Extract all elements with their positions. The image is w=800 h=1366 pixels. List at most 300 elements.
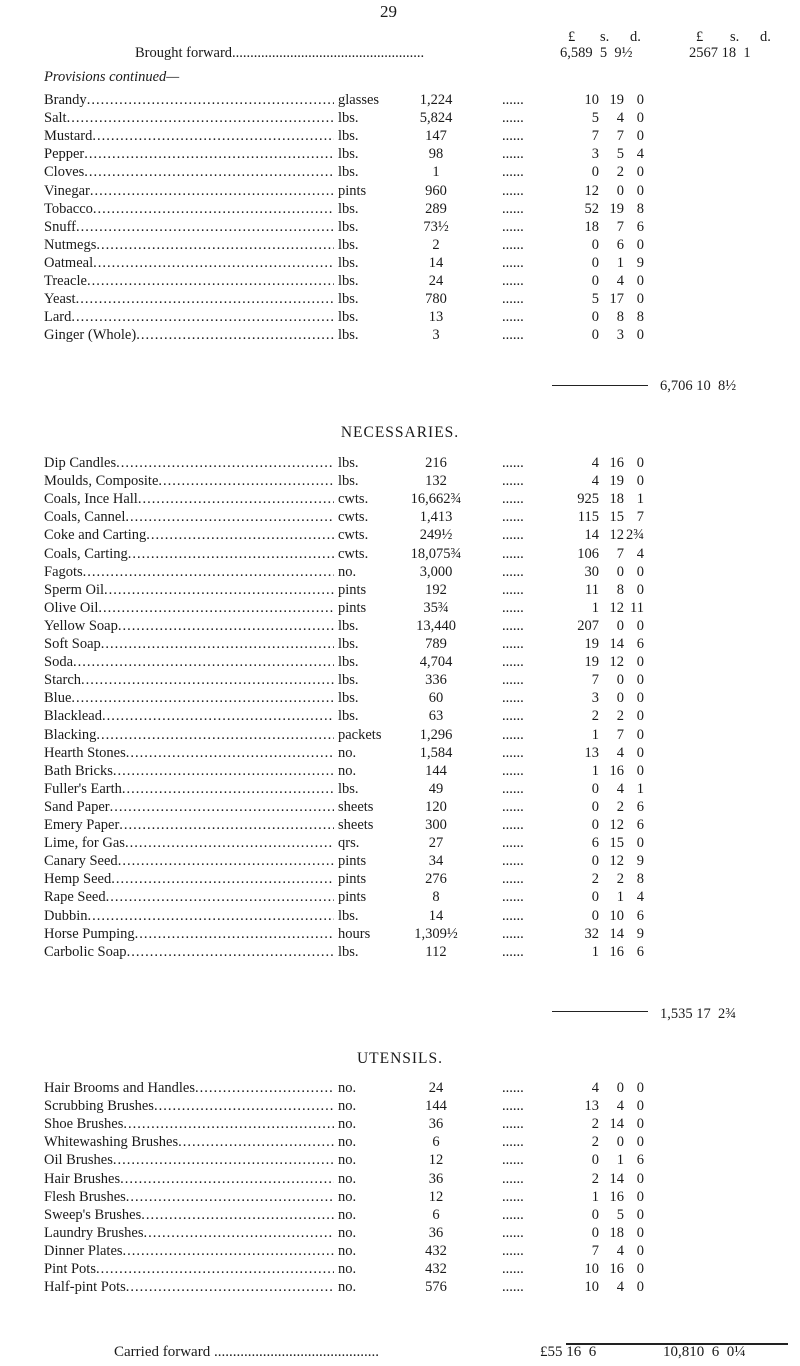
item-quantity: 36 xyxy=(428,1224,444,1241)
item-unit: pints xyxy=(338,889,367,906)
item-name: Snuff ..... xyxy=(44,219,334,236)
leader-dots: ...... xyxy=(502,1080,524,1096)
item-shillings: 6 xyxy=(616,236,624,253)
item-quantity: 16,662¾ xyxy=(410,491,462,508)
item-name: Laundry Brushes ..... xyxy=(44,1225,334,1242)
item-pence: 0 xyxy=(636,164,644,181)
item-pounds: 2 xyxy=(591,1116,599,1133)
item-pence: 0 xyxy=(636,1134,644,1151)
item-pence: 0 xyxy=(636,236,644,253)
item-unit: lbs. xyxy=(338,146,359,163)
item-unit: no. xyxy=(338,762,357,779)
item-quantity: 144 xyxy=(425,1098,447,1115)
table-row xyxy=(0,690,800,710)
item-shillings: 4 xyxy=(616,273,624,289)
provisions-subtotal: 6,706 10 8½ xyxy=(660,378,737,394)
item-name: Oil Brushes ..... xyxy=(44,1152,334,1169)
table-row xyxy=(0,926,800,946)
item-name: Hearth Stones ..... xyxy=(44,745,334,762)
item-pounds: 18 xyxy=(584,218,599,235)
item-unit: lbs. xyxy=(338,943,359,960)
item-quantity: 98 xyxy=(428,146,444,163)
item-pence: 0 xyxy=(636,1188,644,1205)
item-quantity: 36 xyxy=(428,1116,444,1133)
leader-dots: ...... xyxy=(502,291,524,308)
item-pounds: 207 xyxy=(577,617,599,634)
item-shillings: 8 xyxy=(616,581,624,598)
leader-dots: ...... xyxy=(502,943,524,960)
table-row xyxy=(0,201,800,221)
item-name: Hemp Seed ..... xyxy=(44,871,334,888)
item-pounds: 19 xyxy=(584,636,599,652)
item-unit: glasses xyxy=(338,92,380,108)
item-pence: 0 xyxy=(636,744,644,761)
leader-dots: ...... xyxy=(502,218,524,235)
item-name: Horse Pumping ..... xyxy=(44,926,334,943)
item-pence: 2¾ xyxy=(626,527,645,544)
item-pounds: 3 xyxy=(591,146,599,163)
leader-dots: ...... xyxy=(502,128,524,145)
item-quantity: 300 xyxy=(425,817,447,833)
provisions-heading-text: Provisions continued— xyxy=(44,69,180,85)
leader-dots: ...... xyxy=(502,182,524,199)
brought-forward-text: Brought forward xyxy=(135,45,233,61)
item-pence: 1 xyxy=(636,491,644,508)
item-name: Lime, for Gas ..... xyxy=(44,835,334,852)
item-name: Fuller's Earth ..... xyxy=(44,781,334,798)
item-shillings: 1 xyxy=(616,1152,624,1169)
leader-dots: ...... xyxy=(502,1279,524,1296)
item-pounds: 0 xyxy=(591,853,599,870)
item-quantity: 1,309½ xyxy=(414,925,458,942)
item-pence: 0 xyxy=(636,762,644,779)
table-row xyxy=(0,727,800,747)
item-quantity: 18,075¾ xyxy=(410,545,462,562)
item-unit: lbs. xyxy=(338,455,359,471)
item-quantity: 12 xyxy=(428,1188,444,1205)
leader-dots: ...... xyxy=(502,473,524,490)
item-shillings: 4 xyxy=(616,744,624,761)
item-pence: 0 xyxy=(636,690,644,707)
necessaries-subtotal-rule xyxy=(552,1011,648,1012)
item-unit: no. xyxy=(338,1224,357,1241)
leader-dots: ...... xyxy=(502,617,524,634)
item-pence: 0 xyxy=(636,835,644,852)
table-row xyxy=(0,600,800,620)
item-quantity: 1,413 xyxy=(419,509,453,526)
item-pounds: 4 xyxy=(591,1080,599,1096)
item-pounds: 7 xyxy=(591,672,599,689)
item-pounds: 4 xyxy=(591,455,599,471)
item-pounds: 10 xyxy=(584,1279,599,1296)
leader-dots: ...... xyxy=(502,236,524,253)
item-name: Dubbin ..... xyxy=(44,908,334,925)
item-quantity: 5,824 xyxy=(419,110,453,127)
item-shillings: 18 xyxy=(609,491,624,508)
leader-dots: ...... xyxy=(502,1170,524,1187)
leader-dots: ...... xyxy=(502,817,524,833)
item-pounds: 0 xyxy=(591,1224,599,1241)
item-name: Treacle ..... xyxy=(44,273,334,290)
item-quantity: 36 xyxy=(428,1170,444,1187)
table-row xyxy=(0,1116,800,1136)
item-pounds: 106 xyxy=(577,545,599,562)
leader-dots: ..................................................... xyxy=(232,45,425,61)
item-pounds: 0 xyxy=(591,254,599,271)
item-pounds: 2 xyxy=(591,1170,599,1187)
item-shillings: 16 xyxy=(609,1261,624,1277)
leader-dots: ...... xyxy=(502,762,524,779)
item-name: Bath Bricks ..... xyxy=(44,763,334,780)
table-row xyxy=(0,327,800,347)
leader-dots: ...... xyxy=(502,1116,524,1133)
item-pence: 0 xyxy=(636,327,644,344)
item-unit: cwts. xyxy=(338,491,369,508)
header-shillings-1: s. xyxy=(600,29,610,45)
table-row xyxy=(0,908,800,928)
item-shillings: 19 xyxy=(609,92,624,108)
item-name: Coals, Carting ..... xyxy=(44,546,334,563)
table-row xyxy=(0,255,800,275)
item-shillings: 16 xyxy=(609,455,624,471)
item-unit: lbs. xyxy=(338,128,359,145)
item-pounds: 0 xyxy=(591,817,599,833)
item-pounds: 10 xyxy=(584,92,599,108)
item-quantity: 24 xyxy=(428,1080,444,1096)
item-shillings: 4 xyxy=(616,1098,624,1115)
table-row xyxy=(0,273,800,293)
item-shillings: 12 xyxy=(609,527,624,544)
item-shillings: 7 xyxy=(616,218,624,235)
item-quantity: 13 xyxy=(428,309,444,326)
table-row xyxy=(0,672,800,692)
item-pounds: 2 xyxy=(591,1134,599,1151)
item-name: Soda ..... xyxy=(44,654,334,671)
item-pence: 0 xyxy=(636,455,644,471)
carried-forward-label xyxy=(114,1344,379,1361)
leader-dots: ...... xyxy=(502,871,524,888)
item-name: Pint Pots ..... xyxy=(44,1261,334,1278)
item-pence: 0 xyxy=(636,1224,644,1241)
item-pounds: 6 xyxy=(591,835,599,852)
item-name: Blacking ..... xyxy=(44,727,334,744)
item-name: Tobacco ..... xyxy=(44,201,334,218)
item-pence: 6 xyxy=(636,798,644,815)
table-row xyxy=(0,1171,800,1191)
item-quantity: 6 xyxy=(432,1206,440,1223)
item-name: Sweep's Brushes ..... xyxy=(44,1207,334,1224)
item-name: Fagots ..... xyxy=(44,564,334,581)
item-quantity: 14 xyxy=(428,907,444,924)
header-pounds-1: £ xyxy=(568,29,576,45)
item-quantity: 336 xyxy=(425,672,447,689)
leader-dots: ...... xyxy=(502,1206,524,1223)
leader-dots: ...... xyxy=(502,780,524,797)
item-name: Half-pint Pots ..... xyxy=(44,1279,334,1296)
carried-forward-amount: £55 16 6 xyxy=(540,1344,597,1360)
item-shillings: 10 xyxy=(609,907,624,924)
leader-dots: ...... xyxy=(502,563,524,580)
table-row xyxy=(0,1207,800,1227)
item-pence: 4 xyxy=(636,146,644,163)
item-unit: cwts. xyxy=(338,545,369,562)
leader-dots: ...... xyxy=(502,744,524,761)
item-shillings: 14 xyxy=(609,1170,624,1187)
table-row xyxy=(0,654,800,674)
item-unit: no. xyxy=(338,1261,357,1277)
item-name: Rape Seed ..... xyxy=(44,889,334,906)
table-row xyxy=(0,164,800,184)
item-name: Brandy ..... xyxy=(44,92,334,109)
item-shillings: 7 xyxy=(616,726,624,743)
table-row xyxy=(0,763,800,783)
table-row xyxy=(0,871,800,891)
leader-dots: ...... xyxy=(502,798,524,815)
item-shillings: 14 xyxy=(609,636,624,652)
table-row xyxy=(0,1243,800,1263)
item-pence: 0 xyxy=(636,182,644,199)
leader-dots: ...... xyxy=(502,690,524,707)
item-shillings: 8 xyxy=(616,309,624,326)
table-row xyxy=(0,781,800,801)
item-quantity: 34 xyxy=(428,853,444,870)
item-pence: 0 xyxy=(636,1098,644,1115)
item-pounds: 1 xyxy=(591,726,599,743)
item-pounds: 13 xyxy=(584,1098,599,1115)
item-pence: 6 xyxy=(636,907,644,924)
brought-forward-amount-2: 2567 18 1 xyxy=(689,45,751,61)
item-shillings: 14 xyxy=(609,925,624,942)
item-shillings: 15 xyxy=(609,509,624,526)
item-name: Carbolic Soap ..... xyxy=(44,944,334,961)
header-pence-1: d. xyxy=(630,29,641,45)
item-quantity: 249½ xyxy=(419,527,453,544)
item-name: Vinegar ..... xyxy=(44,183,334,200)
leader-dots: ...... xyxy=(502,92,524,108)
leader-dots: ...... xyxy=(502,672,524,689)
item-pence: 0 xyxy=(636,654,644,671)
item-unit: lbs. xyxy=(338,254,359,271)
carried-forward-text: Carried forward xyxy=(114,1344,211,1360)
leader-dots: ...... xyxy=(502,455,524,471)
item-pounds: 11 xyxy=(585,581,599,598)
item-name: Cloves ..... xyxy=(44,164,334,181)
item-pence: 0 xyxy=(636,1206,644,1223)
item-shillings: 16 xyxy=(609,762,624,779)
item-quantity: 576 xyxy=(425,1279,447,1296)
item-pence: 9 xyxy=(636,853,644,870)
item-pence: 0 xyxy=(636,581,644,598)
item-pounds: 1 xyxy=(591,943,599,960)
item-quantity: 3,000 xyxy=(419,563,453,580)
item-pounds: 12 xyxy=(584,182,599,199)
item-name: Sperm Oil ..... xyxy=(44,582,334,599)
item-shillings: 2 xyxy=(616,871,624,888)
item-shillings: 16 xyxy=(609,943,624,960)
table-row xyxy=(0,1225,800,1245)
leader-dots: ...... xyxy=(502,509,524,526)
item-name: Hair Brooms and Handles ..... xyxy=(44,1080,334,1097)
item-quantity: 14 xyxy=(428,254,444,271)
leader-dots: ...... xyxy=(502,925,524,942)
item-shillings: 0 xyxy=(616,1080,624,1096)
item-shillings: 14 xyxy=(609,1116,624,1133)
item-pounds: 0 xyxy=(591,798,599,815)
table-row xyxy=(0,889,800,909)
item-unit: no. xyxy=(338,1279,357,1296)
item-name: Sand Paper ..... xyxy=(44,799,334,816)
leader-dots: ...... xyxy=(502,254,524,271)
item-unit: lbs. xyxy=(338,907,359,924)
item-unit: no. xyxy=(338,1134,357,1151)
item-shillings: 19 xyxy=(609,200,624,217)
item-name: Starch ..... xyxy=(44,672,334,689)
table-row xyxy=(0,636,800,656)
table-row xyxy=(0,618,800,638)
item-quantity: 289 xyxy=(425,200,447,217)
leader-dots: ...... xyxy=(502,636,524,652)
brought-forward-amount: 6,589 5 9½ xyxy=(560,45,633,61)
item-shillings: 18 xyxy=(609,1224,624,1241)
item-pence: 6 xyxy=(636,943,644,960)
leader-dots: ...... xyxy=(502,581,524,598)
item-unit: lbs. xyxy=(338,708,359,725)
item-unit: no. xyxy=(338,744,357,761)
item-pence: 6 xyxy=(636,636,644,652)
item-shillings: 15 xyxy=(609,835,624,852)
item-shillings: 0 xyxy=(616,690,624,707)
item-shillings: 7 xyxy=(616,545,624,562)
item-quantity: 27 xyxy=(428,835,444,852)
item-quantity: 112 xyxy=(425,943,447,960)
item-name: Yeast ..... xyxy=(44,291,334,308)
item-quantity: 1,584 xyxy=(419,744,453,761)
table-row xyxy=(0,473,800,493)
item-shillings: 12 xyxy=(609,817,624,833)
item-quantity: 144 xyxy=(425,762,447,779)
item-quantity: 6 xyxy=(432,1134,440,1151)
table-row xyxy=(0,291,800,311)
item-pence: 6 xyxy=(636,817,644,833)
item-unit: cwts. xyxy=(338,509,369,526)
item-shillings: 2 xyxy=(616,164,624,181)
item-pence: 0 xyxy=(636,110,644,127)
item-pounds: 52 xyxy=(584,200,599,217)
table-row xyxy=(0,835,800,855)
item-pence: 0 xyxy=(636,726,644,743)
item-unit: lbs. xyxy=(338,654,359,671)
item-pounds: 30 xyxy=(584,563,599,580)
item-shillings: 12 xyxy=(609,654,624,671)
item-unit: pints xyxy=(338,599,367,616)
item-quantity: 1,296 xyxy=(419,726,453,743)
item-shillings: 4 xyxy=(616,1279,624,1296)
item-name: Oatmeal ..... xyxy=(44,255,334,272)
item-unit: no. xyxy=(338,563,357,580)
item-unit: lbs. xyxy=(338,636,359,652)
item-pounds: 115 xyxy=(577,509,599,526)
item-quantity: 2 xyxy=(432,236,440,253)
table-row xyxy=(0,708,800,728)
item-unit: no. xyxy=(338,1098,357,1115)
item-pence: 0 xyxy=(636,563,644,580)
item-quantity: 216 xyxy=(425,455,447,471)
leader-dots: ...... xyxy=(502,545,524,562)
item-name: Coke and Carting ..... xyxy=(44,527,334,544)
item-pounds: 5 xyxy=(591,110,599,127)
item-unit: pints xyxy=(338,853,367,870)
item-name: Whitewashing Brushes ..... xyxy=(44,1134,334,1151)
item-pence: 0 xyxy=(636,92,644,108)
item-pounds: 0 xyxy=(591,236,599,253)
item-name: Nutmegs ..... xyxy=(44,237,334,254)
item-pence: 8 xyxy=(636,200,644,217)
item-pounds: 1 xyxy=(591,599,599,616)
item-unit: no. xyxy=(338,1080,357,1096)
item-quantity: 73½ xyxy=(423,218,449,235)
item-name: Soft Soap ..... xyxy=(44,636,334,653)
item-pounds: 0 xyxy=(591,327,599,344)
item-pence: 0 xyxy=(636,1279,644,1296)
item-quantity: 780 xyxy=(425,291,447,308)
item-quantity: 120 xyxy=(425,798,447,815)
leader-dots: ...... xyxy=(502,327,524,344)
leader-dots: ...... xyxy=(502,1261,524,1277)
item-pence: 0 xyxy=(636,708,644,725)
item-shillings: 0 xyxy=(616,617,624,634)
table-row xyxy=(0,146,800,166)
item-unit: sheets xyxy=(338,798,374,815)
item-name: Coals, Cannel ..... xyxy=(44,509,334,526)
item-quantity: 13,440 xyxy=(416,617,456,634)
item-unit: lbs. xyxy=(338,473,359,490)
item-name: Emery Paper ..... xyxy=(44,817,334,834)
item-shillings: 12 xyxy=(609,599,624,616)
item-shillings: 3 xyxy=(616,327,624,344)
item-pounds: 7 xyxy=(591,1242,599,1259)
table-row xyxy=(0,128,800,148)
item-quantity: 8 xyxy=(432,889,440,906)
item-unit: no. xyxy=(338,1152,357,1169)
item-shillings: 5 xyxy=(616,146,624,163)
item-unit: lbs. xyxy=(338,672,359,689)
item-pounds: 2 xyxy=(591,871,599,888)
item-quantity: 132 xyxy=(425,473,447,490)
table-row xyxy=(0,745,800,765)
item-name: Flesh Brushes ..... xyxy=(44,1189,334,1206)
item-quantity: 432 xyxy=(425,1242,447,1259)
leader-dots: ...... xyxy=(502,708,524,725)
item-unit: lbs. xyxy=(338,780,359,797)
item-quantity: 276 xyxy=(425,871,447,888)
item-name: Yellow Soap ..... xyxy=(44,618,334,635)
item-unit: sheets xyxy=(338,817,374,833)
item-name: Hair Brushes ..... xyxy=(44,1171,334,1188)
table-row xyxy=(0,491,800,511)
table-row xyxy=(0,799,800,819)
item-quantity: 432 xyxy=(425,1261,447,1277)
item-unit: lbs. xyxy=(338,617,359,634)
item-unit: qrs. xyxy=(338,835,360,852)
table-row xyxy=(0,1152,800,1172)
leader-dots: ...... xyxy=(502,273,524,289)
item-unit: lbs. xyxy=(338,236,359,253)
table-row xyxy=(0,1134,800,1154)
item-quantity: 24 xyxy=(428,273,444,289)
table-row xyxy=(0,1098,800,1118)
item-quantity: 63 xyxy=(428,708,444,725)
item-quantity: 49 xyxy=(428,780,444,797)
